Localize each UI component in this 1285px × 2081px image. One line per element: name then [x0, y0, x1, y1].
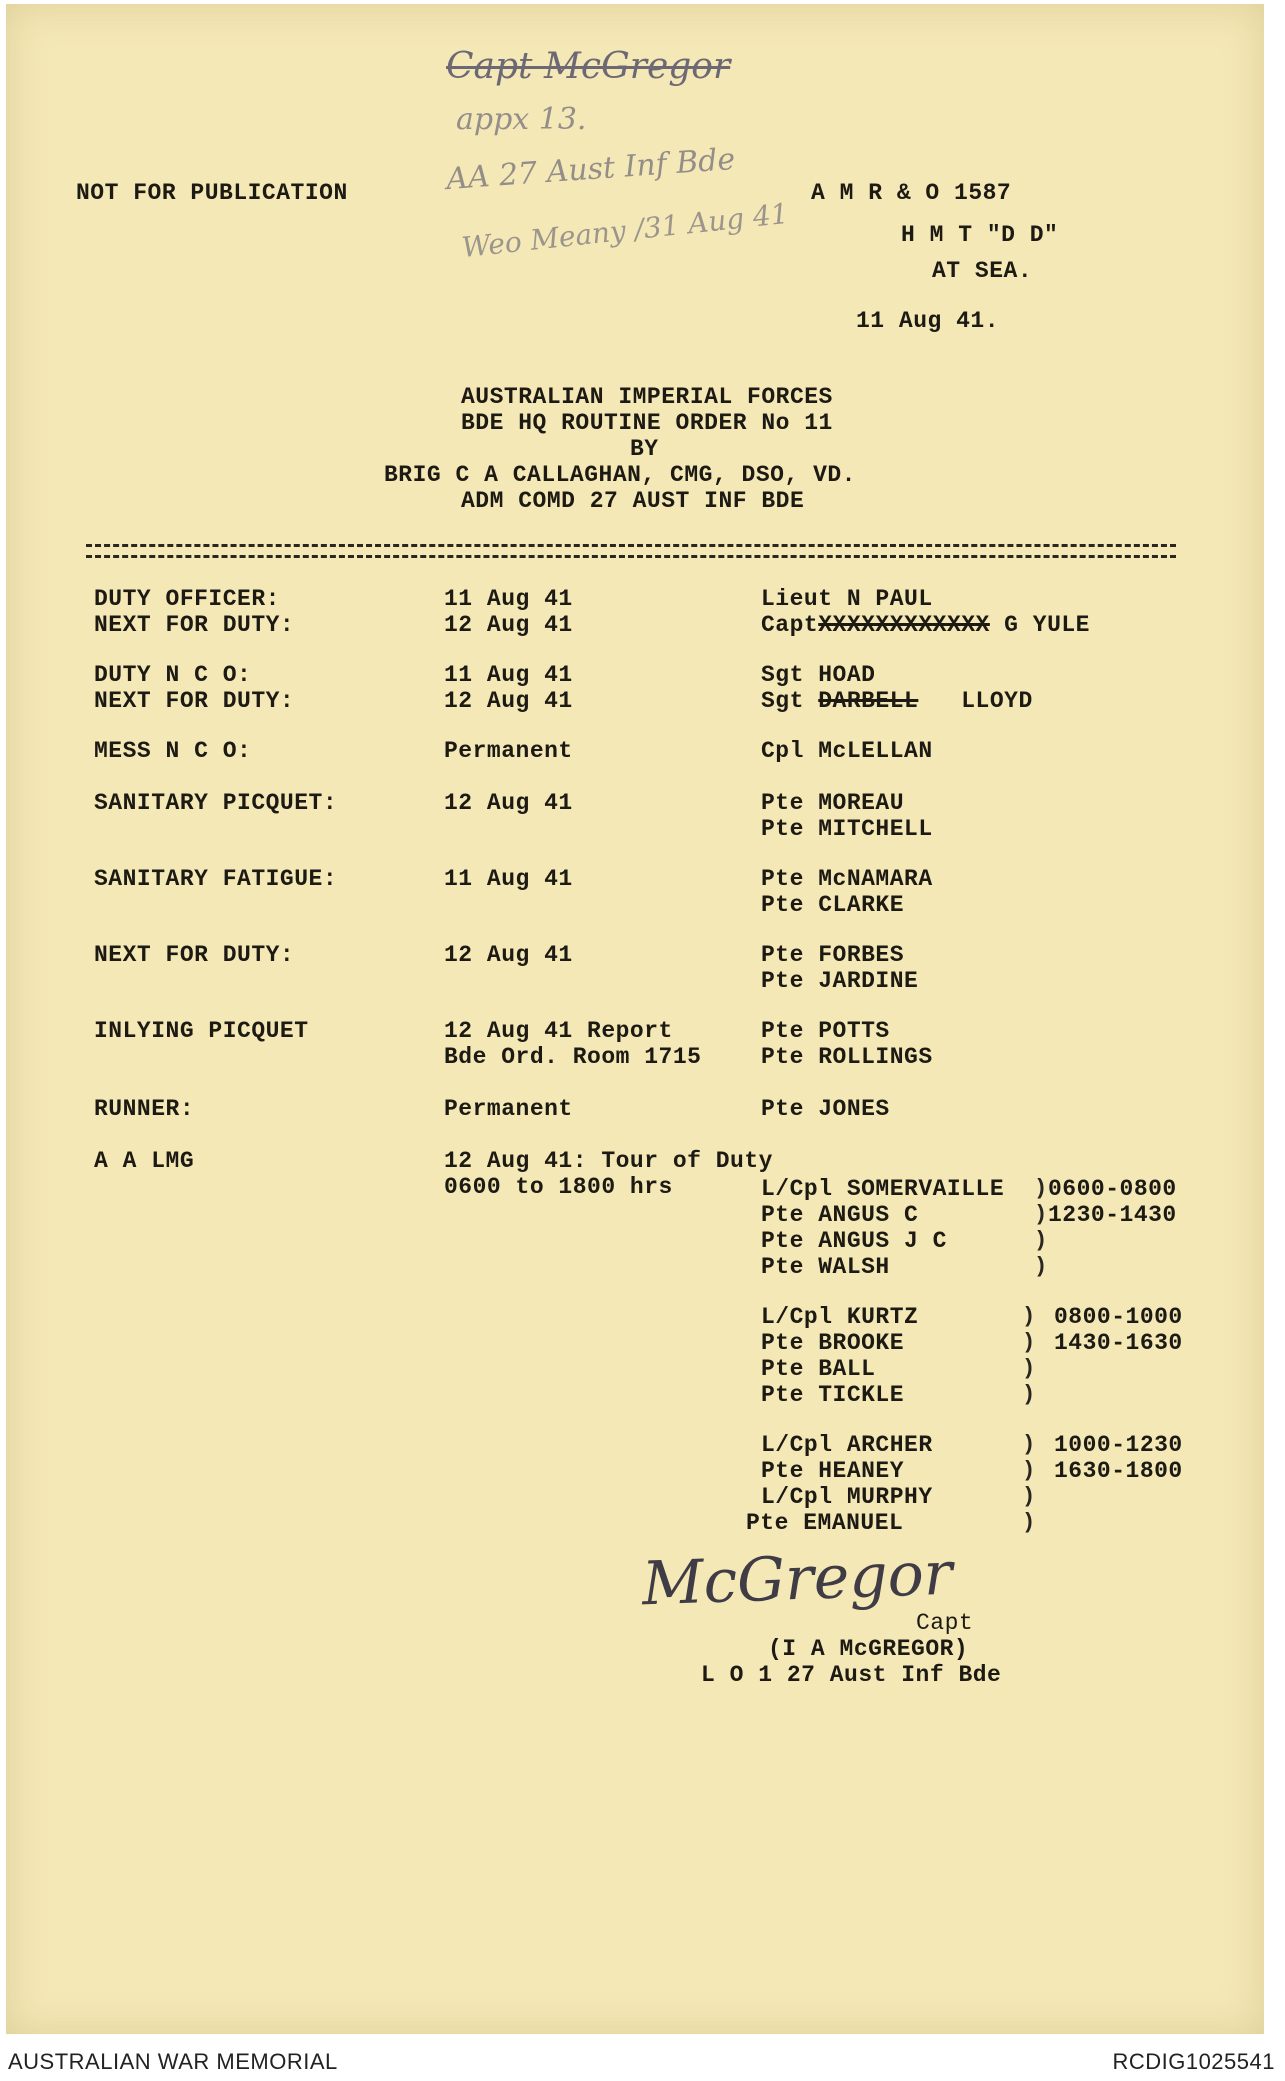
- lmg-time: 1430-1630: [1054, 1330, 1183, 1356]
- duty-date-detail: Bde Ord. Room 1715: [444, 1044, 702, 1070]
- classification: NOT FOR PUBLICATION: [76, 180, 348, 206]
- lmg-member: L/Cpl KURTZ: [761, 1304, 919, 1330]
- duty-date: Permanent: [444, 738, 573, 764]
- aa-lmg-hours: 0600 to 1800 hrs: [444, 1174, 673, 1200]
- signature-appointment: L O 1 27 Aust Inf Bde: [701, 1662, 1002, 1688]
- footer-institution: AUSTRALIAN WAR MEMORIAL: [8, 2049, 338, 2074]
- duty-role: DUTY N C O:: [94, 662, 252, 688]
- duty-person: Pte ROLLINGS: [761, 1044, 933, 1070]
- annotation-unit: AA 27 Aust Inf Bde: [445, 141, 737, 198]
- duty-person: Pte FORBES: [761, 942, 905, 968]
- duty-date: 11 Aug 41: [444, 586, 573, 612]
- signature-name: (I A McGREGOR): [768, 1636, 969, 1662]
- duty-date: 11 Aug 41: [444, 866, 573, 892]
- duty-person: Pte JONES: [761, 1096, 890, 1122]
- footer-record-id: RCDIG1025541: [1112, 2049, 1275, 2074]
- aa-lmg-tour: 12 Aug 41: Tour of Duty: [444, 1148, 773, 1174]
- duty-person: Pte MOREAU: [761, 790, 905, 816]
- lmg-time: 0600-0800: [1048, 1176, 1177, 1202]
- lmg-member: Pte ANGUS J C: [761, 1228, 947, 1254]
- duty-date: 12 Aug 41: [444, 790, 573, 816]
- duty-role: RUNNER:: [94, 1096, 195, 1122]
- group-brace: ) ) ) ): [1022, 1432, 1036, 1535]
- title-line-3: BY: [630, 436, 659, 462]
- lmg-member: Pte BALL: [761, 1356, 876, 1382]
- duty-role: INLYING PICQUET: [94, 1018, 309, 1044]
- archive-footer: [0, 2045, 1285, 2081]
- divider-rule: [86, 544, 1176, 558]
- lmg-member: L/Cpl ARCHER: [761, 1432, 933, 1458]
- document-date: 11 Aug 41.: [856, 308, 1000, 334]
- lmg-time: 1230-1430: [1048, 1202, 1177, 1228]
- lmg-member: Pte TICKLE: [761, 1382, 905, 1408]
- lmg-time: 1630-1800: [1054, 1458, 1183, 1484]
- duty-date: 12 Aug 41: [444, 612, 573, 638]
- lmg-member: Pte WALSH: [761, 1254, 890, 1280]
- reference-number: A M R & O 1587: [811, 180, 1012, 206]
- lmg-member: L/Cpl SOMERVAILLE: [761, 1176, 1005, 1202]
- annotation-date: Weo Meany /31 Aug 41: [460, 196, 791, 265]
- lmg-time: 1000-1230: [1054, 1432, 1183, 1458]
- duty-person: Pte CLARKE: [761, 892, 905, 918]
- title-line-1: AUSTRALIAN IMPERIAL FORCES: [461, 384, 833, 410]
- duty-date: 12 Aug 41 Report: [444, 1018, 673, 1044]
- lmg-member: Pte EMANUEL: [746, 1510, 904, 1536]
- duty-person: Cpl McLELLAN: [761, 738, 933, 764]
- duty-person: Sgt DARBELL LLOYD: [761, 688, 1033, 714]
- lmg-member: L/Cpl MURPHY: [761, 1484, 933, 1510]
- duty-person: Sgt HOAD: [761, 662, 876, 688]
- group-brace: ) ) ) ): [1022, 1304, 1036, 1407]
- document-page: [6, 4, 1264, 2034]
- annotation-appx: appx 13.: [456, 102, 587, 137]
- title-line-2: BDE HQ ROUTINE ORDER No 11: [461, 410, 833, 436]
- lmg-member: Pte HEANEY: [761, 1458, 905, 1484]
- title-line-5: ADM COMD 27 AUST INF BDE: [461, 488, 805, 514]
- lmg-member: Pte BROOKE: [761, 1330, 905, 1356]
- title-line-4: BRIG C A CALLAGHAN, CMG, DSO, VD.: [384, 462, 856, 488]
- ship-name: H M T "D D": [901, 222, 1059, 248]
- duty-person: Lieut N PAUL: [761, 586, 933, 612]
- duty-date: 12 Aug 41: [444, 688, 573, 714]
- duty-role: NEXT FOR DUTY:: [94, 612, 295, 638]
- duty-person: Pte JARDINE: [761, 968, 919, 994]
- duty-date: 11 Aug 41: [444, 662, 573, 688]
- duty-role: NEXT FOR DUTY:: [94, 942, 295, 968]
- duty-role: MESS N C O:: [94, 738, 252, 764]
- group-brace: ) ) ) ): [1034, 1176, 1048, 1279]
- duty-date: 12 Aug 41: [444, 942, 573, 968]
- aa-lmg-role: A A LMG: [94, 1148, 195, 1174]
- duty-person: Pte MITCHELL: [761, 816, 933, 842]
- lmg-member: Pte ANGUS C: [761, 1202, 919, 1228]
- duty-person: Pte POTTS: [761, 1018, 890, 1044]
- location: AT SEA.: [932, 258, 1033, 284]
- duty-date: Permanent: [444, 1096, 573, 1122]
- duty-role: SANITARY PICQUET:: [94, 790, 338, 816]
- duty-role: SANITARY FATIGUE:: [94, 866, 338, 892]
- duty-role: NEXT FOR DUTY:: [94, 688, 295, 714]
- handwritten-signature: McGregor: [640, 1538, 954, 1620]
- lmg-time: 0800-1000: [1054, 1304, 1183, 1330]
- signature-rank: Capt: [916, 1610, 974, 1636]
- duty-role: DUTY OFFICER:: [94, 586, 280, 612]
- annotation-capt-mcgregor: Capt McGregor: [446, 46, 731, 87]
- duty-person: CaptXXXXXXXXXXXX G YULE: [761, 612, 1090, 638]
- duty-person: Pte McNAMARA: [761, 866, 933, 892]
